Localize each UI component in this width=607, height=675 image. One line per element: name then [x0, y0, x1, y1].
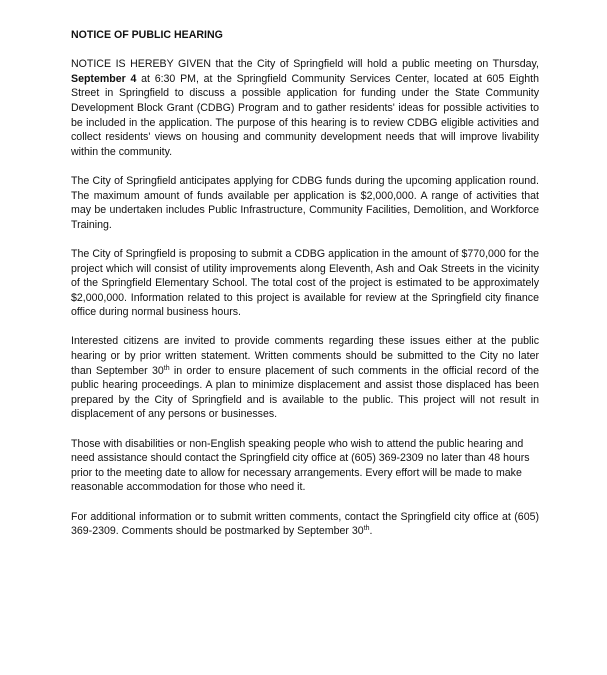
- meeting-intro-text: NOTICE IS HEREBY GIVEN that the City of Springfield will hold a public meeting on Thursday,: [71, 58, 539, 71]
- contact-text-end: .: [369, 525, 373, 538]
- ordinal-suffix: th: [363, 525, 370, 533]
- notice-title: NOTICE OF PUBLIC HEARING: [71, 29, 223, 41]
- comments-text-start: Interested citizens are invited to provide comments regarding these issues either at the public hearing or by prior written statement. Written comments should be submitted to the City no later than September 30: [71, 335, 539, 377]
- contact-text-start: For additional information or to submit written comments, contact the Springfield city office at (605) 369-2309. Comments should be postmarked by September 30: [71, 510, 539, 538]
- funding-paragraph: The City of Springfield anticipates applying for CDBG funds during the upcoming application round. The maximum amount of funds available per application is $2,000,000. A range of activities that may be undertaken includes Public Infrastructure, Community Facilities, Demolition, and Workforce Training.: [71, 174, 539, 231]
- ordinal-suffix: th: [163, 364, 170, 372]
- meeting-date: September 4: [71, 72, 137, 85]
- accessibility-paragraph: Those with disabilities or non-English speaking people who wish to attend the public hearing and need assistance should contact the Springfield city office at (605) 369-2309 no later than 48 hours prior to the meeting date to allow for necessary arrangements. Every effort will be made to make reasonable accommodation for those who need it.: [71, 437, 530, 494]
- meeting-paragraph: [71, 57, 539, 159]
- meeting-details-text: at 6:30 PM, at the Springfield Community Services Center, located at 605 Eighth Street in Springfield to discuss a possible application for funding under the State Community Development Block Grant (CDBG) Program and to gather residents' ideas for possible activities to be included in the application. The purpose of this hearing is to review CDBG eligible activities and collect residents' views on housing and community development needs that will improve livability within the community.: [71, 72, 539, 158]
- project-paragraph: The City of Springfield is proposing to submit a CDBG application in the amount of $770,000 for the project which will consist of utility improvements along Eleventh, Ash and Oak Streets in the vicinity of the Springfield Elementary School. The total cost of the project is estimated to be approximately $2,000,000. Information related to this project is available for review at the Springfield city finance office during normal business hours.: [71, 247, 539, 319]
- comments-paragraph: [71, 334, 539, 422]
- document-page: [71, 28, 539, 553]
- contact-paragraph: [71, 510, 539, 539]
- comments-text-end: in order to ensure placement of such comments in the official record of the public hearing proceedings. A plan to minimize displacement and assist those displaced has been prepared by the City of Springfield and is available to the public. This project will not result in displacement of any persons or businesses.: [71, 364, 540, 421]
